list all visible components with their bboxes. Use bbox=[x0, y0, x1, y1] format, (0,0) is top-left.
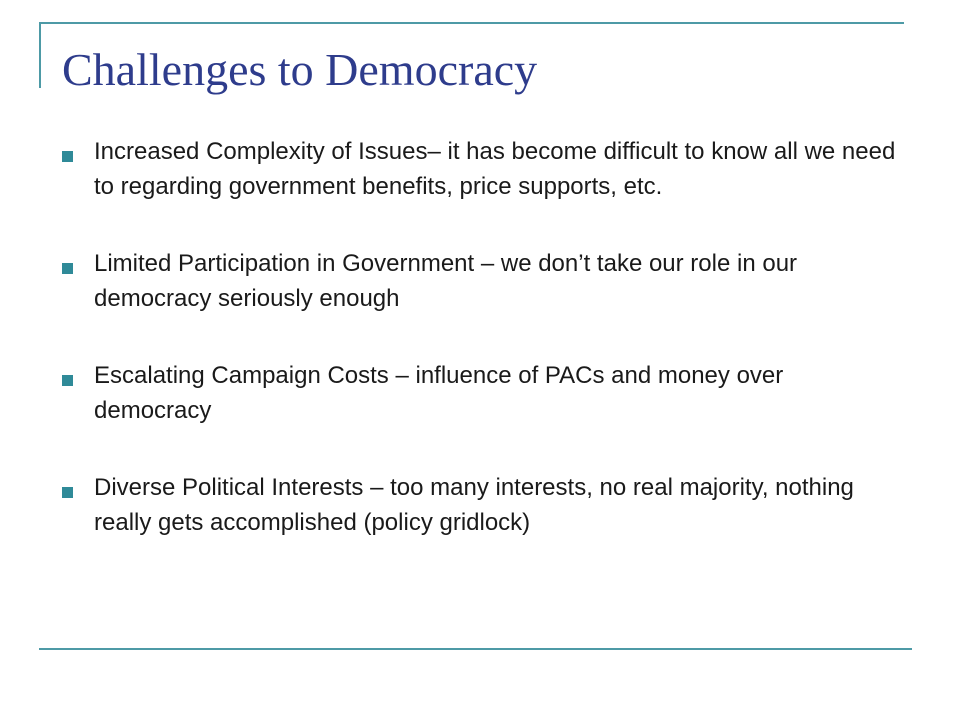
bullet-text: Limited Participation in Government – we don’t take our role in our democracy seriously enough bbox=[94, 250, 798, 312]
square-bullet-icon bbox=[62, 151, 73, 162]
bullet-text: Increased Complexity of Issues– it has become difficult to know all we need to regarding government benefits, price supports, etc. bbox=[94, 138, 896, 200]
bullet-text: Diverse Political Interests – too many interests, no real majority, nothing really gets accomplished (policy gridlock) bbox=[94, 474, 854, 536]
bullet-item-campaign-costs bbox=[60, 358, 900, 428]
top-rule-divider bbox=[39, 22, 904, 24]
square-bullet-icon bbox=[62, 375, 73, 386]
bullet-item-participation bbox=[60, 246, 900, 316]
bullet-item-complexity bbox=[60, 134, 900, 204]
left-rule-divider bbox=[39, 22, 41, 88]
square-bullet-icon bbox=[62, 263, 73, 274]
slide-title: Challenges to Democracy bbox=[62, 44, 538, 95]
bullet-list bbox=[60, 134, 900, 582]
bullet-text: Escalating Campaign Costs – influence of PACs and money over democracy bbox=[94, 362, 784, 424]
bullet-item-political-interests bbox=[60, 470, 900, 540]
bottom-rule-divider bbox=[39, 648, 912, 650]
square-bullet-icon bbox=[62, 487, 73, 498]
